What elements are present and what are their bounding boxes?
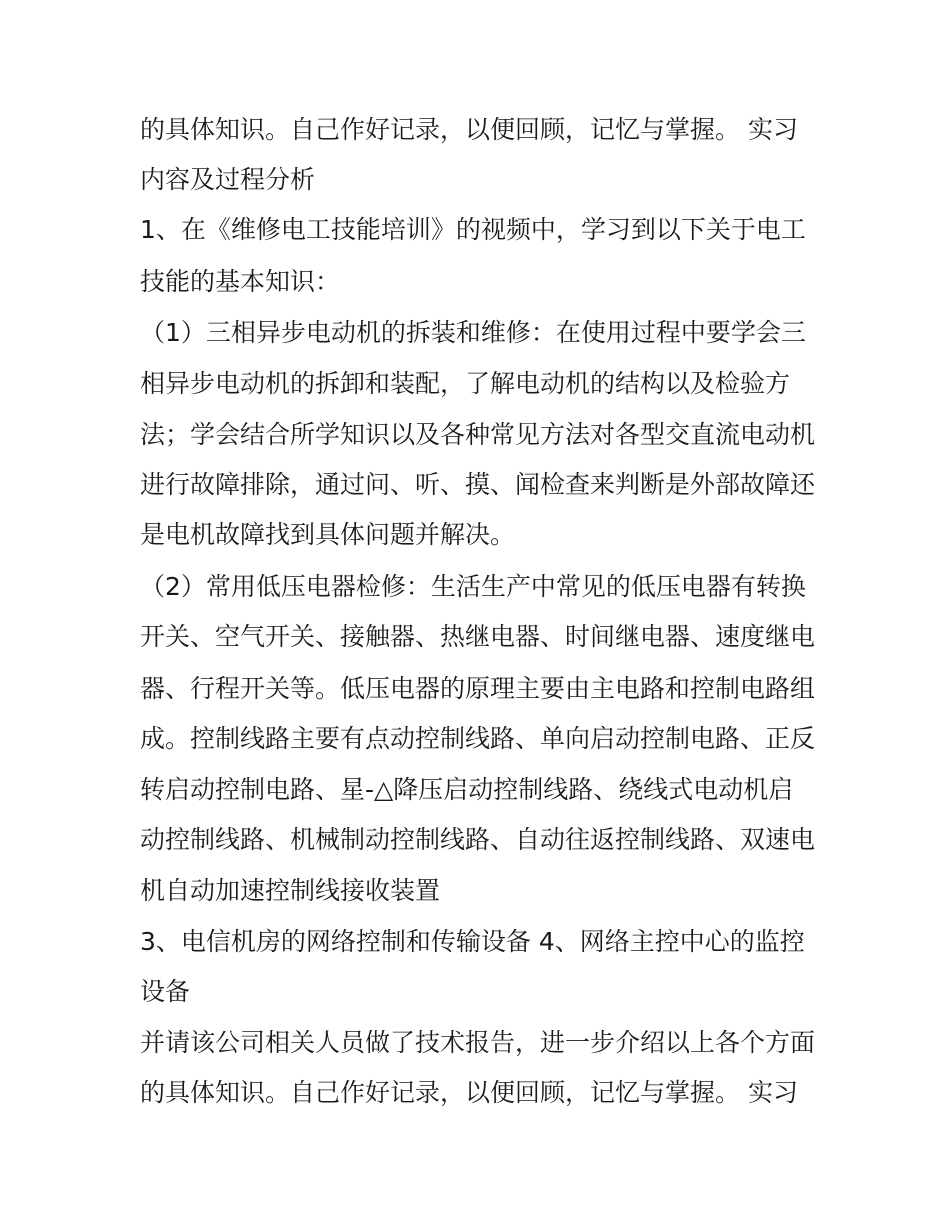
text-line: 转启动控制电路、星-△降压启动控制线路、绕线式电动机启 — [140, 775, 794, 804]
text-line: 1、在《维修电工技能培训》的视频中，学习到以下关于电工 — [140, 215, 806, 244]
text-line: 动控制线路、机械制动控制线路、自动往返控制线路、双速电 — [140, 825, 816, 854]
text-line: 成。控制线路主要有点动控制线路、单向启动控制电路、正反 — [140, 724, 816, 753]
text-line: 法；学会结合所学知识以及各种常见方法对各型交直流电动机 — [140, 420, 816, 449]
text-line: 内容及过程分析 — [140, 165, 316, 194]
text-line: 的具体知识。自己作好记录，以便回顾，记忆与掌握。 实习 — [140, 115, 798, 144]
text-line: 开关、空气开关、接触器、热继电器、时间继电器、速度继电 — [140, 622, 816, 651]
text-line: 器、行程开关等。低压电器的原理主要由主电路和控制电路组 — [140, 674, 816, 703]
text-line: 机自动加速控制线接收装置 — [140, 876, 441, 905]
text-line: （1）三相异步电动机的拆装和维修：在使用过程中要学会三 — [140, 318, 806, 347]
text-line: （2）常用低压电器检修：生活生产中常见的低压电器有转换 — [140, 572, 806, 601]
text-line: 是电机故障找到具体问题并解决。 — [140, 520, 516, 549]
text-line: 设备 — [140, 977, 191, 1006]
text-line: 的具体知识。自己作好记录，以便回顾，记忆与掌握。 实习 — [140, 1078, 798, 1107]
text-line: 3、电信机房的网络控制和传输设备 4、网络主控中心的监控 — [140, 927, 805, 956]
text-line: 相异步电动机的拆卸和装配，了解电动机的结构以及检验方 — [140, 369, 791, 398]
text-line: 进行故障排除，通过问、听、摸、闻检查来判断是外部故障还 — [140, 470, 816, 499]
text-line: 并请该公司相关人员做了技术报告，进一步介绍以上各个方面 — [140, 1028, 816, 1057]
text-line: 技能的基本知识： — [140, 267, 341, 296]
